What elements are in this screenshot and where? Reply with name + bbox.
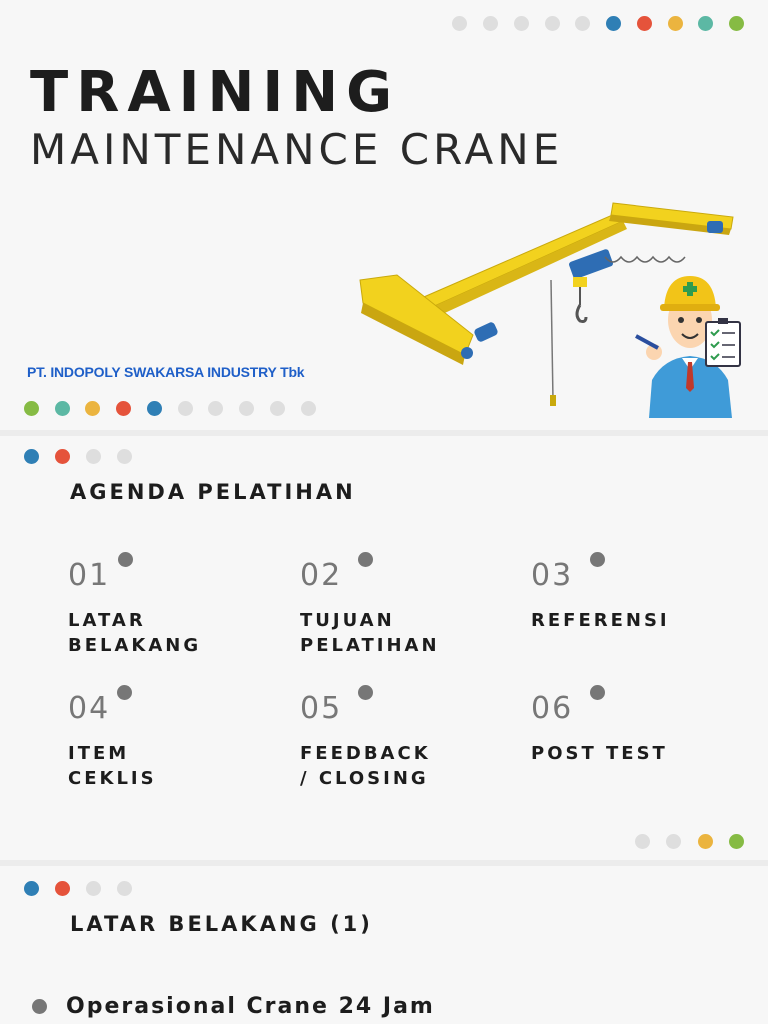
dot	[208, 401, 223, 416]
dot	[117, 881, 132, 896]
section-title: LATAR BELAKANG (1)	[70, 912, 373, 936]
dot	[729, 834, 744, 849]
dot	[358, 552, 373, 567]
bullet-point-text: Operasional Crane 24 Jam	[66, 994, 435, 1019]
dot	[116, 401, 131, 416]
dot	[178, 401, 193, 416]
cover-title: TRAINING	[30, 60, 401, 125]
agenda-item-number: 03	[531, 558, 574, 593]
dot	[270, 401, 285, 416]
dot	[698, 16, 713, 31]
agenda-item-label: ITEM CEKLIS	[68, 743, 157, 789]
agenda-item	[531, 558, 731, 633]
agenda-item-label: POST TEST	[531, 743, 668, 764]
agenda-item-label: LATAR BELAKANG	[68, 610, 202, 656]
agenda-item-number: 02	[300, 558, 343, 593]
dot	[514, 16, 529, 31]
dot	[24, 449, 39, 464]
agenda-title: AGENDA PELATIHAN	[70, 480, 356, 504]
agenda-item	[300, 691, 500, 791]
bullet-dot	[32, 999, 47, 1014]
agenda-item-number: 06	[531, 691, 574, 726]
dot	[117, 685, 132, 700]
company-name: PT. INDOPOLY SWAKARSA INDUSTRY Tbk	[27, 364, 305, 380]
dot	[117, 449, 132, 464]
dot	[483, 16, 498, 31]
dot	[545, 16, 560, 31]
cover-subtitle: MAINTENANCE CRANE	[30, 125, 564, 174]
dot	[86, 449, 101, 464]
dot	[147, 401, 162, 416]
background-slide	[0, 866, 768, 1024]
dot	[729, 16, 744, 31]
agenda-item	[68, 558, 268, 658]
agenda-item-label: REFERENSI	[531, 610, 670, 631]
dot	[55, 449, 70, 464]
dot	[452, 16, 467, 31]
agenda-item-label: FEEDBACK / CLOSING	[300, 743, 431, 789]
agenda-item-number: 04	[68, 691, 111, 726]
dot	[668, 16, 683, 31]
agenda-slide	[0, 436, 768, 860]
dot	[118, 552, 133, 567]
agenda-item-number: 01	[68, 558, 111, 593]
dot	[635, 834, 650, 849]
dot	[85, 401, 100, 416]
agenda-item	[68, 691, 268, 791]
dot	[24, 881, 39, 896]
dot	[358, 685, 373, 700]
worker-illustration	[634, 270, 748, 418]
dot	[55, 881, 70, 896]
dot	[301, 401, 316, 416]
dot	[590, 685, 605, 700]
dot	[606, 16, 621, 31]
cover-slide	[0, 0, 768, 430]
dot	[575, 16, 590, 31]
agenda-item	[300, 558, 500, 658]
dot	[666, 834, 681, 849]
dot	[86, 881, 101, 896]
dot	[590, 552, 605, 567]
agenda-item	[531, 691, 731, 766]
dot	[55, 401, 70, 416]
dot	[239, 401, 254, 416]
dot	[637, 16, 652, 31]
agenda-item-number: 05	[300, 691, 343, 726]
dot	[698, 834, 713, 849]
agenda-item-label: TUJUAN PELATIHAN	[300, 610, 440, 656]
dot	[24, 401, 39, 416]
